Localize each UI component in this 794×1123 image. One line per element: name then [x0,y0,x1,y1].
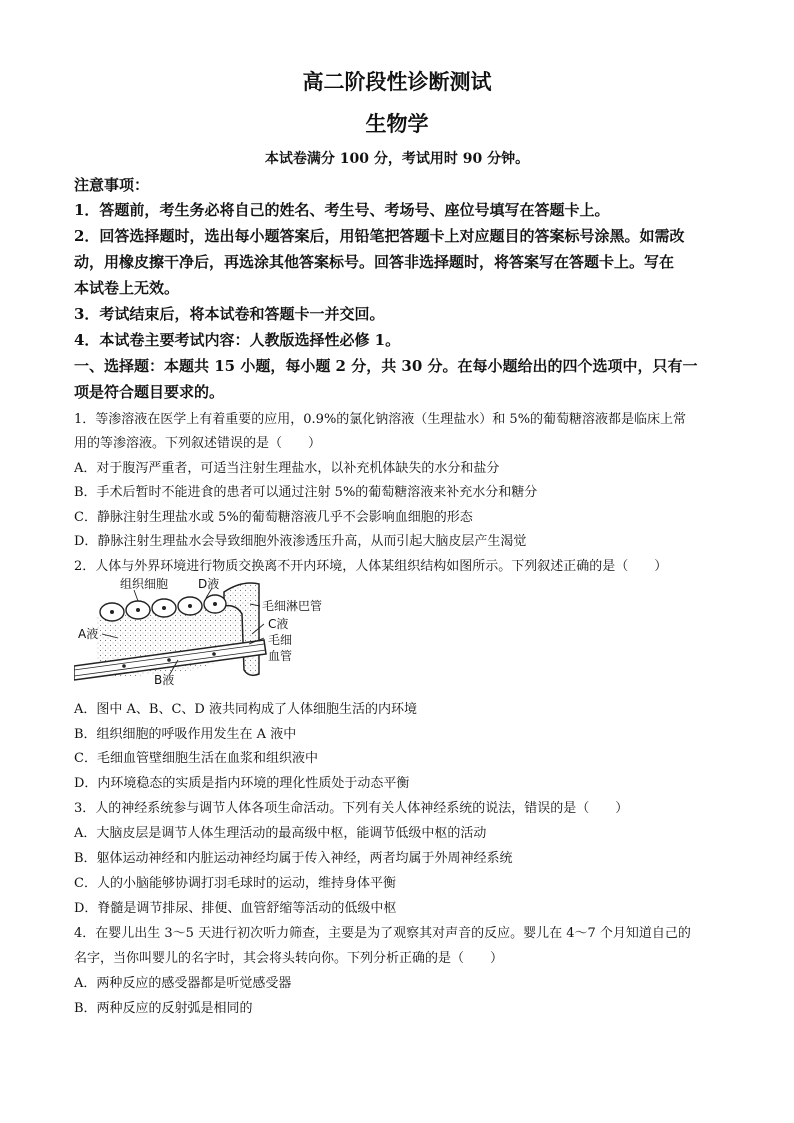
question-3-option-a: A．大脑皮层是调节人体生理活动的最高级中枢，能调节低级中枢的活动 [74,826,487,841]
label-capillary-line2: 血管 [268,649,293,663]
question-3-stem: 3．人的神经系统参与调节人体各项生命活动。下列有关人体神经系统的说法，错误的是（ ） [74,801,629,816]
question-2-option-c: C．毛细血管壁细胞生活在血浆和组织液中 [74,751,318,766]
question-1-stem: 用的等渗溶液。下列叙述错误的是（ ） [74,436,322,451]
question-1-option-d: D．静脉注射生理盐水会导致细胞外液渗透压升高，从而引起大脑皮层产生渴觉 [74,534,527,549]
question-3-option-b: B．躯体运动神经和内脏运动神经均属于传入神经，两者均属于外周神经系统 [74,851,513,866]
label-capillary-line1: 毛细 [268,633,293,647]
notice-item: 4．本试卷主要考试内容：人教版选择性必修 1。 [74,331,401,349]
question-4-option-b: B．两种反应的反射弧是相同的 [74,1001,253,1016]
label-b-fluid: B液 [154,673,175,686]
label-lymphatic-capillary: 毛细淋巴管 [262,599,323,613]
tissue-diagram [74,574,359,686]
question-4-option-a: A．两种反应的感受器都是听觉感受器 [74,976,292,991]
question-2-option-d: D．内环境稳态的实质是指内环境的理化性质处于动态平衡 [74,776,410,791]
label-d-fluid: D液 [198,577,220,591]
tissue-structure-figure [74,574,359,686]
exam-title: 高二阶段性诊断测试 [302,69,492,94]
question-4-stem: 名字，当你叫婴儿的名字时，其会将头转向你。下列分析正确的是（ ） [74,951,504,966]
notice-item: 2．回答选择题时，选出每小题答案后，用铅笔把答题卡上对应题目的答案标号涂黑。如需改 [74,227,685,245]
question-1-option-a: A．对于腹泻严重者，可适当注射生理盐水，以补充机体缺失的水分和盐分 [74,461,500,476]
label-a-fluid: A液 [78,627,99,641]
question-3-option-d: D．脊髓是调节排尿、排便、血管舒缩等活动的低级中枢 [74,901,397,916]
question-2-option-a: A．图中 A、B、C、D 液共同构成了人体细胞生活的内环境 [74,702,417,717]
question-1-option-c: C．静脉注射生理盐水或 5%的葡萄糖溶液几乎不会影响血细胞的形态 [74,510,473,525]
subject-title: 生物学 [365,111,429,136]
notice-item: 3．考试结束后，将本试卷和答题卡一并交回。 [74,305,385,323]
exam-info: 本试卷满分 100 分，考试用时 90 分钟。 [264,151,530,167]
notice-item: 本试卷上无效。 [74,279,180,297]
question-4-stem: 4．在婴儿出生 3～5 天进行初次听力筛查，主要是为了观察其对声音的反应。婴儿在 4～7 个月知道自己的 [74,926,691,941]
question-2-option-b: B．组织细胞的呼吸作用发生在 A 液中 [74,727,297,742]
notice-item: 1．答题前，考生务必将自己的姓名、考生号、考场号、座位号填写在答题卡上。 [74,201,610,219]
section-heading: 项是符合题目要求的。 [74,383,225,401]
notice-heading: 注意事项： [74,176,150,194]
question-1-stem: 1．等渗溶液在医学上有着重要的应用，0.9%的氯化钠溶液（生理盐水）和 5%的葡萄糖溶液都是临床上常 [74,412,687,427]
question-2-stem: 2．人体与外界环境进行物质交换离不开内环境，人体某组织结构如图所示。下列叙述正确的是（ ） [74,559,668,574]
question-3-option-c: C．人的小脑能够协调打羽毛球时的运动，维持身体平衡 [74,876,396,891]
notice-item: 动，用橡皮擦干净后，再选涂其他答案标号。回答非选择题时，将答案写在答题卡上。写在 [74,253,675,271]
section-heading: 一、选择题：本题共 15 小题，每小题 2 分，共 30 分。在每小题给出的四个选项中，只有一 [74,357,698,375]
question-1-option-b: B．手术后暂时不能进食的患者可以通过注射 5%的葡萄糖溶液来补充水分和糖分 [74,485,538,500]
label-c-fluid: C液 [268,617,289,631]
label-tissue-cells: 组织细胞 [120,577,169,591]
